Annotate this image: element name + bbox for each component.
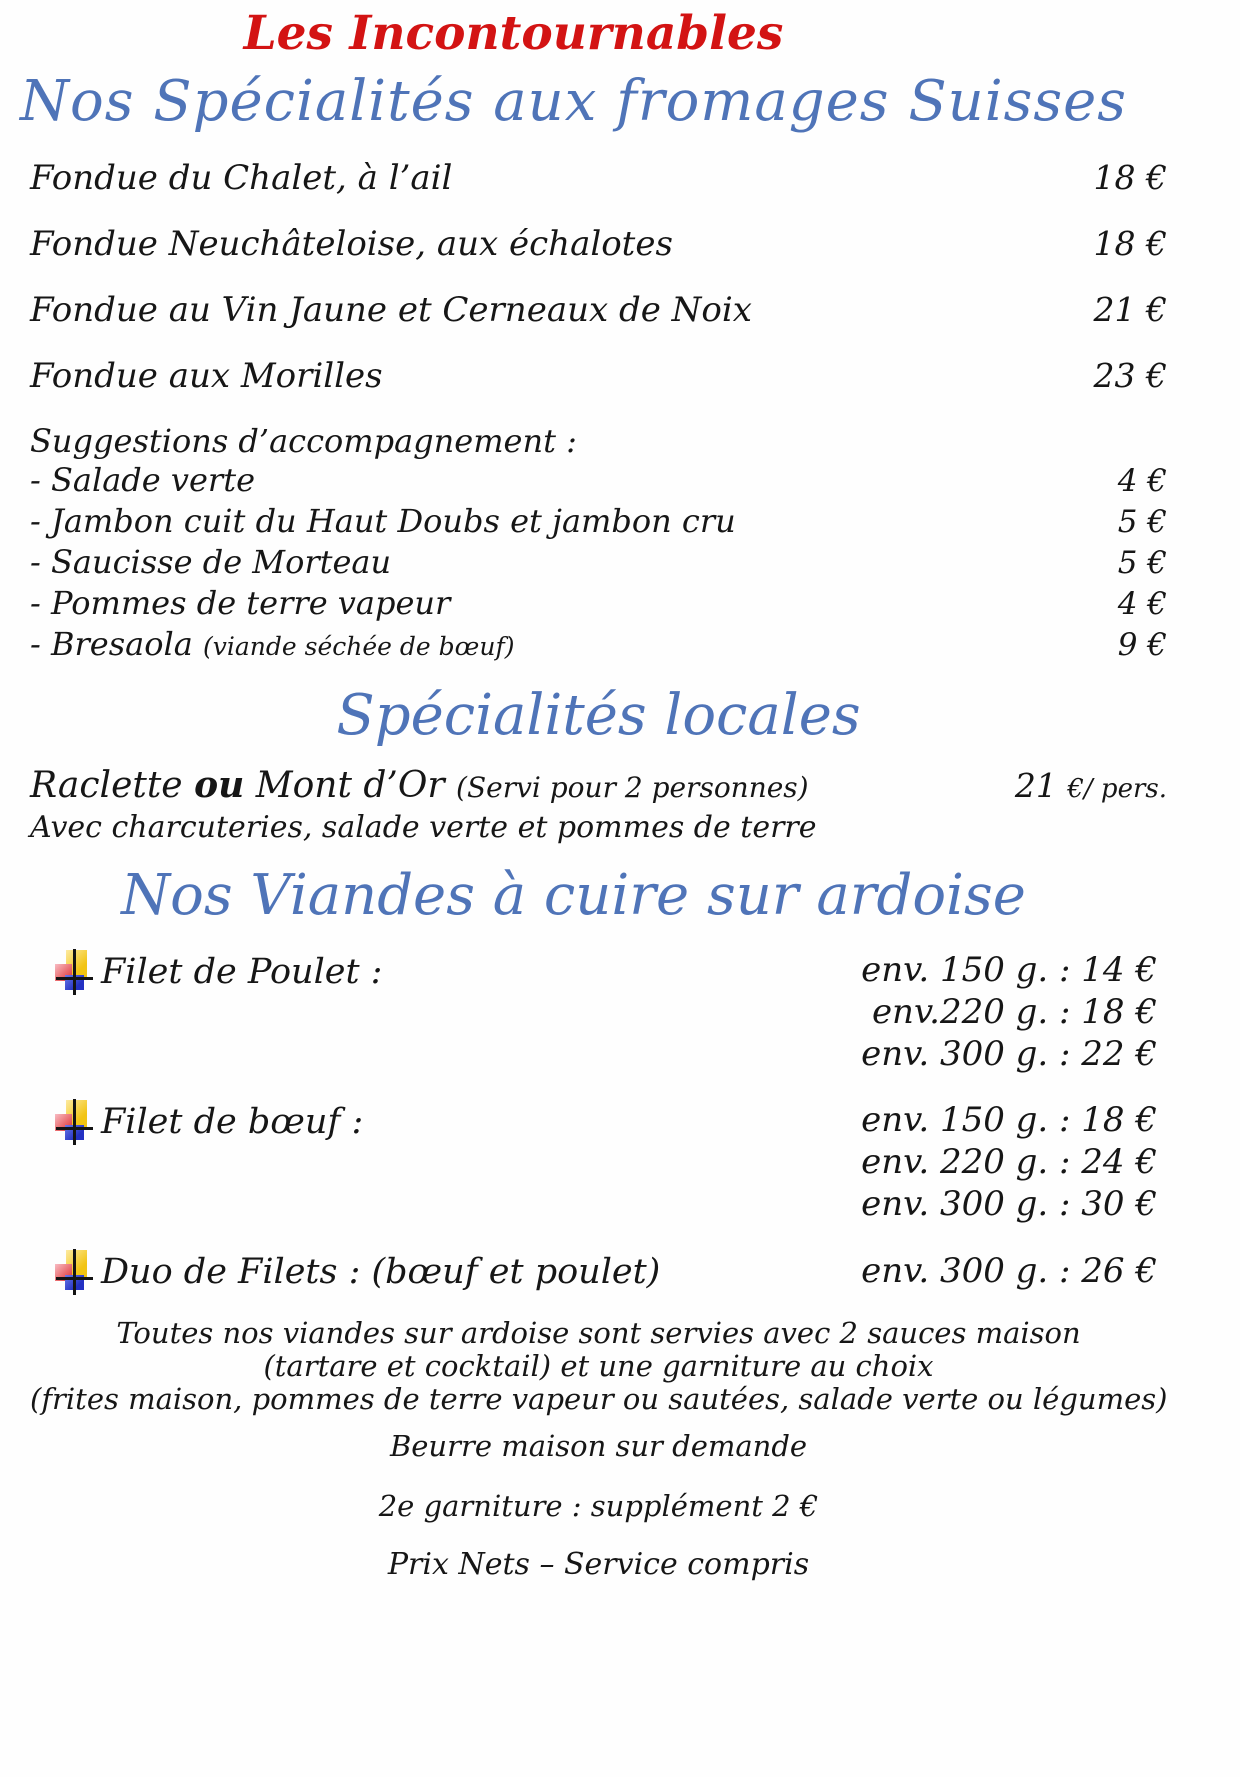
suggestion-row (30, 501, 1167, 542)
item-price: 18 € (1093, 224, 1167, 263)
meat-name-label: Filet de bœuf : (101, 1102, 364, 1142)
item-price: 21 € (1093, 290, 1167, 329)
meat-name-label: Duo de Filets : (bœuf et poulet) (101, 1252, 661, 1292)
menu-item-row (30, 290, 1167, 330)
item-price: 9 € (1117, 627, 1167, 663)
suggestion-row (30, 460, 1167, 501)
meat-name (30, 1099, 363, 1145)
meat-item-boeuf (30, 1099, 1167, 1225)
bullet-cross-horizontal (56, 977, 93, 980)
item-price: 4 € (1117, 463, 1167, 499)
menu-item-row (30, 224, 1167, 264)
meat-item-duo (30, 1249, 1167, 1295)
item-price (1015, 764, 1167, 811)
item-price: 4 € (1117, 586, 1167, 622)
suggestions-title: Suggestions d’accompagnement : (30, 422, 577, 460)
meat-name (30, 949, 382, 995)
suggestion-row (30, 542, 1167, 583)
section-heading-locales: Spécialités locales (336, 683, 861, 748)
meat-option: env. 150 g. : 18 € (861, 1100, 1157, 1140)
item-price: 18 € (1093, 158, 1167, 197)
item-name: Fondue Neuchâteloise, aux échalotes (30, 224, 673, 264)
menu-item-row (30, 356, 1167, 396)
meat-name-label: Filet de Poulet : (101, 952, 383, 992)
item-price: 23 € (1093, 356, 1167, 395)
item-price: 5 € (1117, 504, 1167, 540)
menu-item-row (30, 158, 1167, 198)
bullet-cross-horizontal (56, 1127, 93, 1130)
meat-option: env. 300 g. : 30 € (861, 1184, 1157, 1224)
item-price: 5 € (1117, 545, 1167, 581)
note-butter: Beurre maison sur demande (389, 1429, 808, 1463)
section-heading-fromages: Nos Spécialités aux fromages Suisses (19, 69, 1128, 134)
footer-prices-note: Prix Nets – Service compris (387, 1547, 810, 1582)
item-name: Fondue du Chalet, à l’ail (30, 158, 453, 198)
menu-bullet-icon (55, 1099, 93, 1145)
note-sauces: Toutes nos viandes sur ardoise sont servies avec 2 sauces maison (tartare et cocktail) et une garniture au choix (116, 1316, 1081, 1383)
item-name (30, 763, 809, 810)
item-note: (viande séchée de bœuf) (202, 632, 515, 661)
meat-option: env. 300 g. : 26 € (861, 1251, 1157, 1291)
price-value: 21 (1014, 766, 1057, 805)
raclette-or: ou (194, 764, 245, 806)
meat-option: env. 300 g. : 22 € (861, 1034, 1157, 1074)
suggestions-list (30, 460, 1167, 667)
note-second-garnish: 2e garniture : supplément 2 € (378, 1489, 819, 1523)
meat-item-poulet (30, 949, 1167, 1075)
suggestion-row (30, 583, 1167, 624)
raclette-row (30, 763, 1167, 811)
meat-name (30, 1249, 660, 1295)
section-heading-viandes: Nos Viandes à cuire sur ardoise (121, 863, 1026, 928)
montdor-name: Mont d’Or (255, 765, 445, 806)
bullet-cross-vertical (73, 949, 76, 995)
menu-bullet-icon (55, 949, 93, 995)
raclette-name: Raclette (30, 765, 183, 806)
note-garnishes: (frites maison, pommes de terre vapeur ou sautées, salade verte ou légumes) (30, 1382, 1168, 1416)
item-name-main: - Bresaola (30, 625, 193, 663)
menu-bullet-icon (55, 1249, 93, 1295)
meat-option: env. 220 g. : 24 € (861, 1142, 1157, 1182)
bullet-cross-vertical (73, 1099, 76, 1145)
meat-options (660, 1249, 1167, 1293)
item-name: Fondue aux Morilles (30, 356, 383, 396)
bullet-cross-horizontal (56, 1277, 93, 1280)
item-name: - Salade verte (30, 461, 255, 499)
item-name: - Saucisse de Morteau (30, 543, 392, 581)
fondue-list (30, 158, 1167, 396)
raclette-serving-note: (Servi pour 2 personnes) (456, 771, 809, 804)
suggestion-row (30, 624, 1167, 667)
page-title: Les Incontournables (243, 6, 784, 61)
meat-options (363, 1099, 1167, 1225)
raclette-description: Avec charcuteries, salade verte et pommes de terre (30, 810, 817, 845)
meat-option: env.220 g. : 18 € (871, 992, 1157, 1032)
item-name: - Pommes de terre vapeur (30, 584, 451, 622)
price-unit: €/ pers. (1067, 774, 1167, 804)
bullet-cross-vertical (73, 1249, 76, 1295)
item-name (30, 624, 514, 667)
meat-option: env. 150 g. : 14 € (861, 950, 1157, 990)
item-name: Fondue au Vin Jaune et Cerneaux de Noix (30, 290, 752, 330)
meat-options (382, 949, 1167, 1075)
item-name: - Jambon cuit du Haut Doubs et jambon cru (30, 502, 736, 540)
